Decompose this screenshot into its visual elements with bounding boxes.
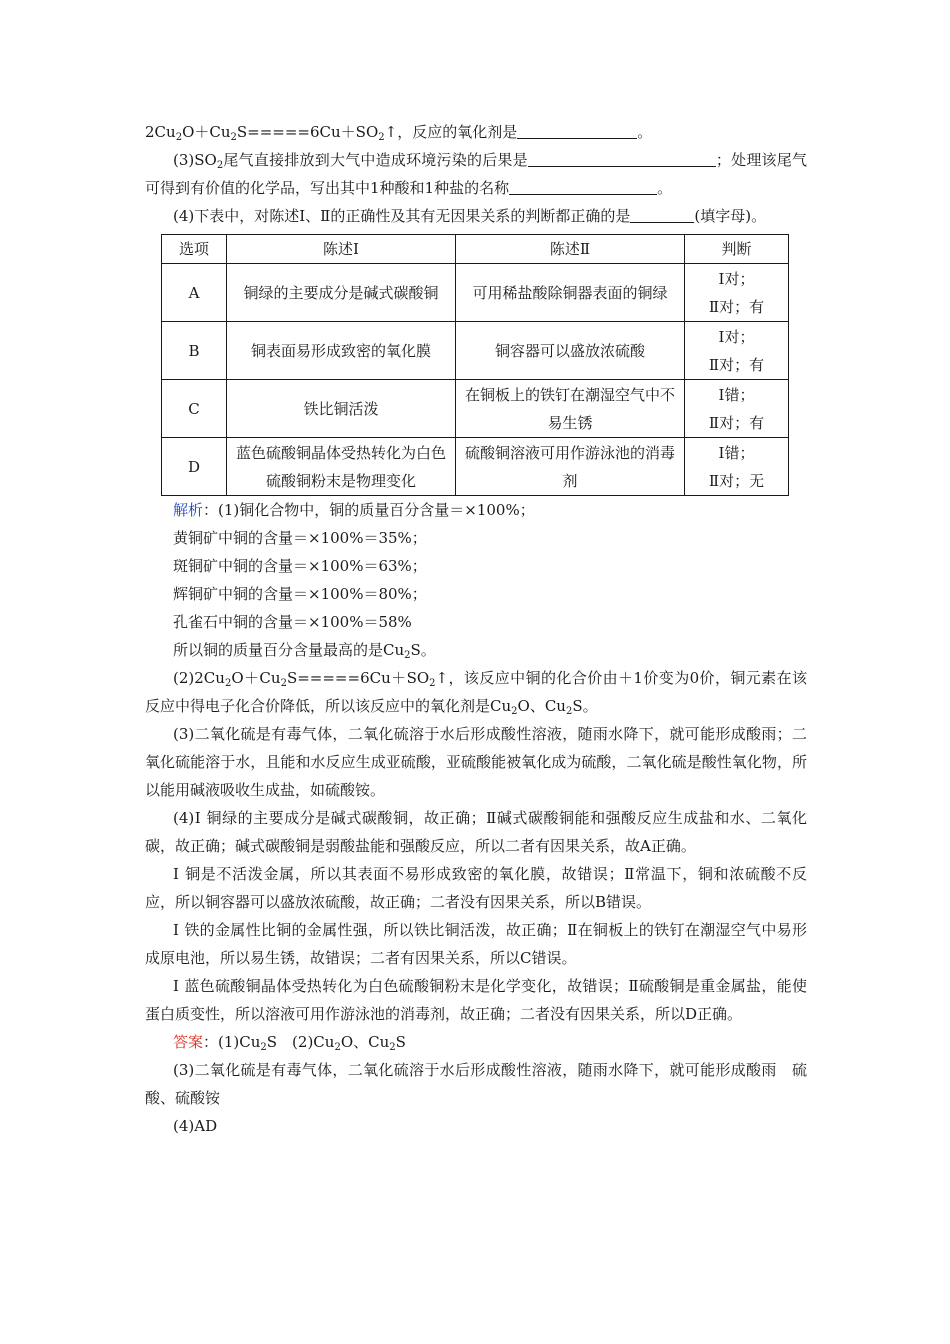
statement-1-cell: 铜绿的主要成分是碱式碳酸铜 <box>227 264 456 322</box>
answer-line: (4)AD <box>173 1117 218 1135</box>
table-header-row <box>162 235 789 264</box>
table-header-cell: 选项 <box>162 235 227 264</box>
answer-line: 答案：$(1)Cu_2S$ $(2)Cu_2O$、$Cu_2S$ <box>173 1033 406 1053</box>
option-cell: C <box>162 380 227 438</box>
analysis-paragraph: (4)Ⅰ 铜绿的主要成分是碱式碳酸铜，故正确；Ⅱ碱式碳酸铜能和强酸反应生成盐和水、二氧化碳，故正确；碱式碳酸铜是弱酸盐能和强酸反应，所以二者有因果关系，故A正确。 <box>145 809 807 855</box>
statement-2-cell: 硫酸铜溶液可用作游泳池的消毒剂 <box>456 438 685 496</box>
analysis-paragraph: Ⅰ 蓝色硫酸铜晶体受热转化为白色硫酸铜粉末是化学变化，故错误；Ⅱ硫酸铜是重金属盐，能使蛋白质变性，所以溶液可用作游泳池的消毒剂，故正确；二者没有因果关系，所以D正确。 <box>145 977 807 1023</box>
option-cell: B <box>162 322 227 380</box>
judgement-cell: Ⅰ错； Ⅱ对；有 <box>685 380 789 438</box>
answer-section <box>145 1028 807 1140</box>
answer-line: (3)二氧化硫是有毒气体，二氧化硫溶于水后形成酸性溶液，随雨水降下，就可能形成酸雨 硫酸、硫酸铵 <box>145 1061 807 1107</box>
analysis-line: 所以铜的质量百分含量最高的是$Cu_2S$。 <box>173 641 436 661</box>
answer-blank <box>517 122 637 139</box>
statement-2-cell: 铜容器可以盛放浓硫酸 <box>456 322 685 380</box>
analysis-line: 孔雀石中铜的含量＝×100%＝58% <box>173 613 412 631</box>
analysis-line: 解析：(1)铜化合物中，铜的质量百分含量＝×100%； <box>173 501 535 519</box>
analysis-line: 黄铜矿中铜的含量＝×100%＝35%； <box>173 529 427 547</box>
statement-1-cell: 铜表面易形成致密的氧化膜 <box>227 322 456 380</box>
table-row <box>162 264 789 322</box>
question-4: (4)下表中，对陈述Ⅰ、Ⅱ的正确性及其有无因果关系的判断都正确的是 (填字母)。 <box>173 207 767 225</box>
answer-blank <box>528 150 716 167</box>
judgement-cell: Ⅰ对； Ⅱ对；有 <box>685 322 789 380</box>
option-cell: A <box>162 264 227 322</box>
judgement-cell: Ⅰ错； Ⅱ对；无 <box>685 438 789 496</box>
answer-label: 答案 <box>173 1033 204 1051</box>
table-header-cell: 陈述Ⅰ <box>227 235 456 264</box>
table-row <box>162 438 789 496</box>
question-3: $(3)SO_2$尾气直接排放到大气中造成环境污染的后果是 ；处理该尾气可得到有价值的化学品，写出其中1种酸和1种盐的名称 。 <box>145 151 807 197</box>
statement-table <box>161 234 789 496</box>
table-header-cell: 陈述Ⅱ <box>456 235 685 264</box>
answer-blank <box>630 206 694 223</box>
answer-blank <box>509 178 657 195</box>
statement-1-cell: 蓝色硫酸铜晶体受热转化为白色硫酸铜粉末是物理变化 <box>227 438 456 496</box>
option-cell: D <box>162 438 227 496</box>
document-page <box>145 118 807 1140</box>
judgement-cell: Ⅰ对； Ⅱ对；有 <box>685 264 789 322</box>
table-row <box>162 380 789 438</box>
analysis-paragraph: Ⅰ 铜是不活泼金属，所以其表面不易形成致密的氧化膜，故错误；Ⅱ常温下，铜和浓硫酸不反应，所以铜容器可以盛放浓硫酸，故正确；二者没有因果关系，所以B错误。 <box>145 865 807 911</box>
statement-2-cell: 在铜板上的铁钉在潮湿空气中不易生锈 <box>456 380 685 438</box>
table-header-cell: 判断 <box>685 235 789 264</box>
analysis-section <box>145 496 807 1028</box>
analysis-paragraph: Ⅰ 铁的金属性比铜的金属性强，所以铁比铜活泼，故正确；Ⅱ在铜板上的铁钉在潮湿空气中易形成原电池，所以易生锈，故错误；二者有因果关系，所以C错误。 <box>145 921 807 967</box>
analysis-label: 解析 <box>173 501 204 519</box>
analysis-paragraph: $(2)2Cu_2O+Cu_2S=====6Cu+SO_2↑$，该反应中铜的化合价由＋1价变为0价，铜元素在该反应中得电子化合价降低，所以该反应中的氧化剂是$Cu_2O$、$Cu_2S$。 <box>145 669 808 717</box>
table-row <box>162 322 789 380</box>
statement-1-cell: 铁比铜活泼 <box>227 380 456 438</box>
analysis-line: 辉铜矿中铜的含量＝×100%＝80%； <box>173 585 427 603</box>
question-equation-line: $2Cu_2O+Cu_2S=====6Cu+SO_2↑$，反应的氧化剂是 。 <box>145 123 653 143</box>
statement-2-cell: 可用稀盐酸除铜器表面的铜绿 <box>456 264 685 322</box>
analysis-paragraph: (3)二氧化硫是有毒气体，二氧化硫溶于水后形成酸性溶液，随雨水降下，就可能形成酸雨；二氧化硫能溶于水，且能和水反应生成亚硫酸，亚硫酸能被氧化成为硫酸，二氧化硫是酸性氧化物，所以能用碱液吸收生成盐，如硫酸铵。 <box>145 725 807 799</box>
analysis-line: 斑铜矿中铜的含量＝×100%＝63%； <box>173 557 427 575</box>
